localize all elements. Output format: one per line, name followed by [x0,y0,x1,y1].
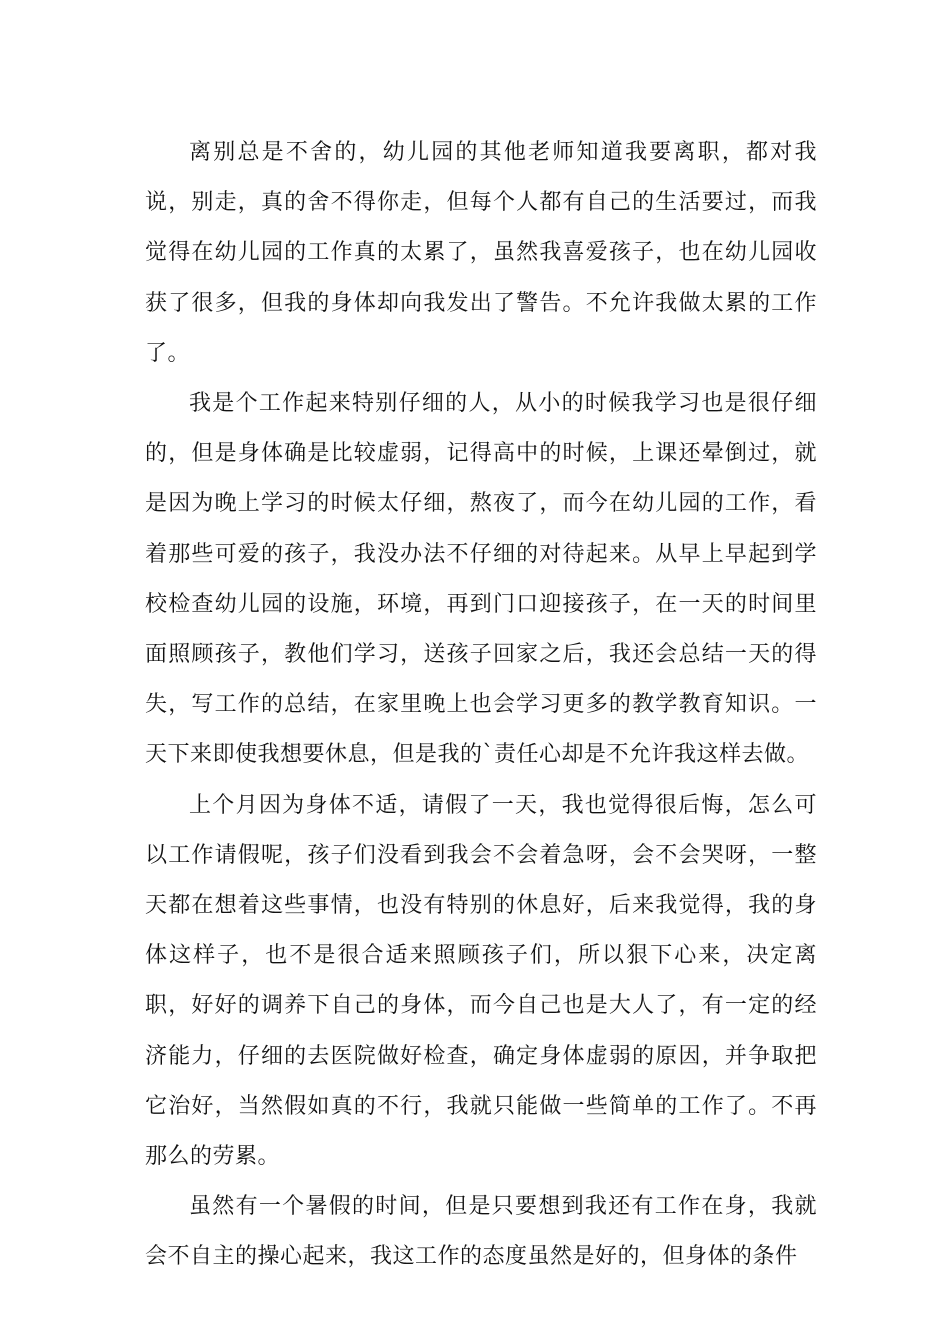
paragraph-3: 上个月因为身体不适，请假了一天，我也觉得很后悔，怎么可以工作请假呢，孩子们没看到我会不会着急呀，会不会哭呀，一整天都在想着这些事情，也没有特别的休息好，后来我觉得，我的身体这样子，也不是很合适来照顾孩子们，所以狠下心来，决定离职，好好的调养下自己的身体，而今自己也是大人了，有一定的经济能力，仔细的去医院做好检查，确定身体虚弱的原因，并争取把它治好，当然假如真的不行，我就只能做一些简单的工作了。不再那么的劳累。 [145,792,817,1170]
paragraph-1: 离别总是不舍的，幼儿园的其他老师知道我要离职，都对我说，别走，真的舍不得你走，但每个人都有自己的生活要过，而我觉得在幼儿园的工作真的太累了，虽然我喜爱孩子，也在幼儿园收获了很多，但我的身体却向我发出了警告。不允许我做太累的工作了。 [145,140,817,366]
document-body [145,128,817,1283]
paragraph-4: 虽然有一个暑假的时间，但是只要想到我还有工作在身，我就会不自主的操心起来，我这工作的态度虽然是好的，但身体的条件 [145,1194,817,1270]
paragraph-2: 我是个工作起来特别仔细的人，从小的时候我学习也是很仔细的，但是身体确是比较虚弱，记得高中的时候，上课还晕倒过，就是因为晚上学习的时候太仔细，熬夜了，而今在幼儿园的工作，看着那些可爱的孩子，我没办法不仔细的对待起来。从早上早起到学校检查幼儿园的设施，环境，再到门口迎接孩子，在一天的时间里面照顾孩子，教他们学习，送孩子回家之后，我还会总结一天的得失，写工作的总结，在家里晚上也会学习更多的教学教育知识。一天下来即使我想要休息，但是我的`责任心却是不允许我这样去做。 [145,391,817,768]
